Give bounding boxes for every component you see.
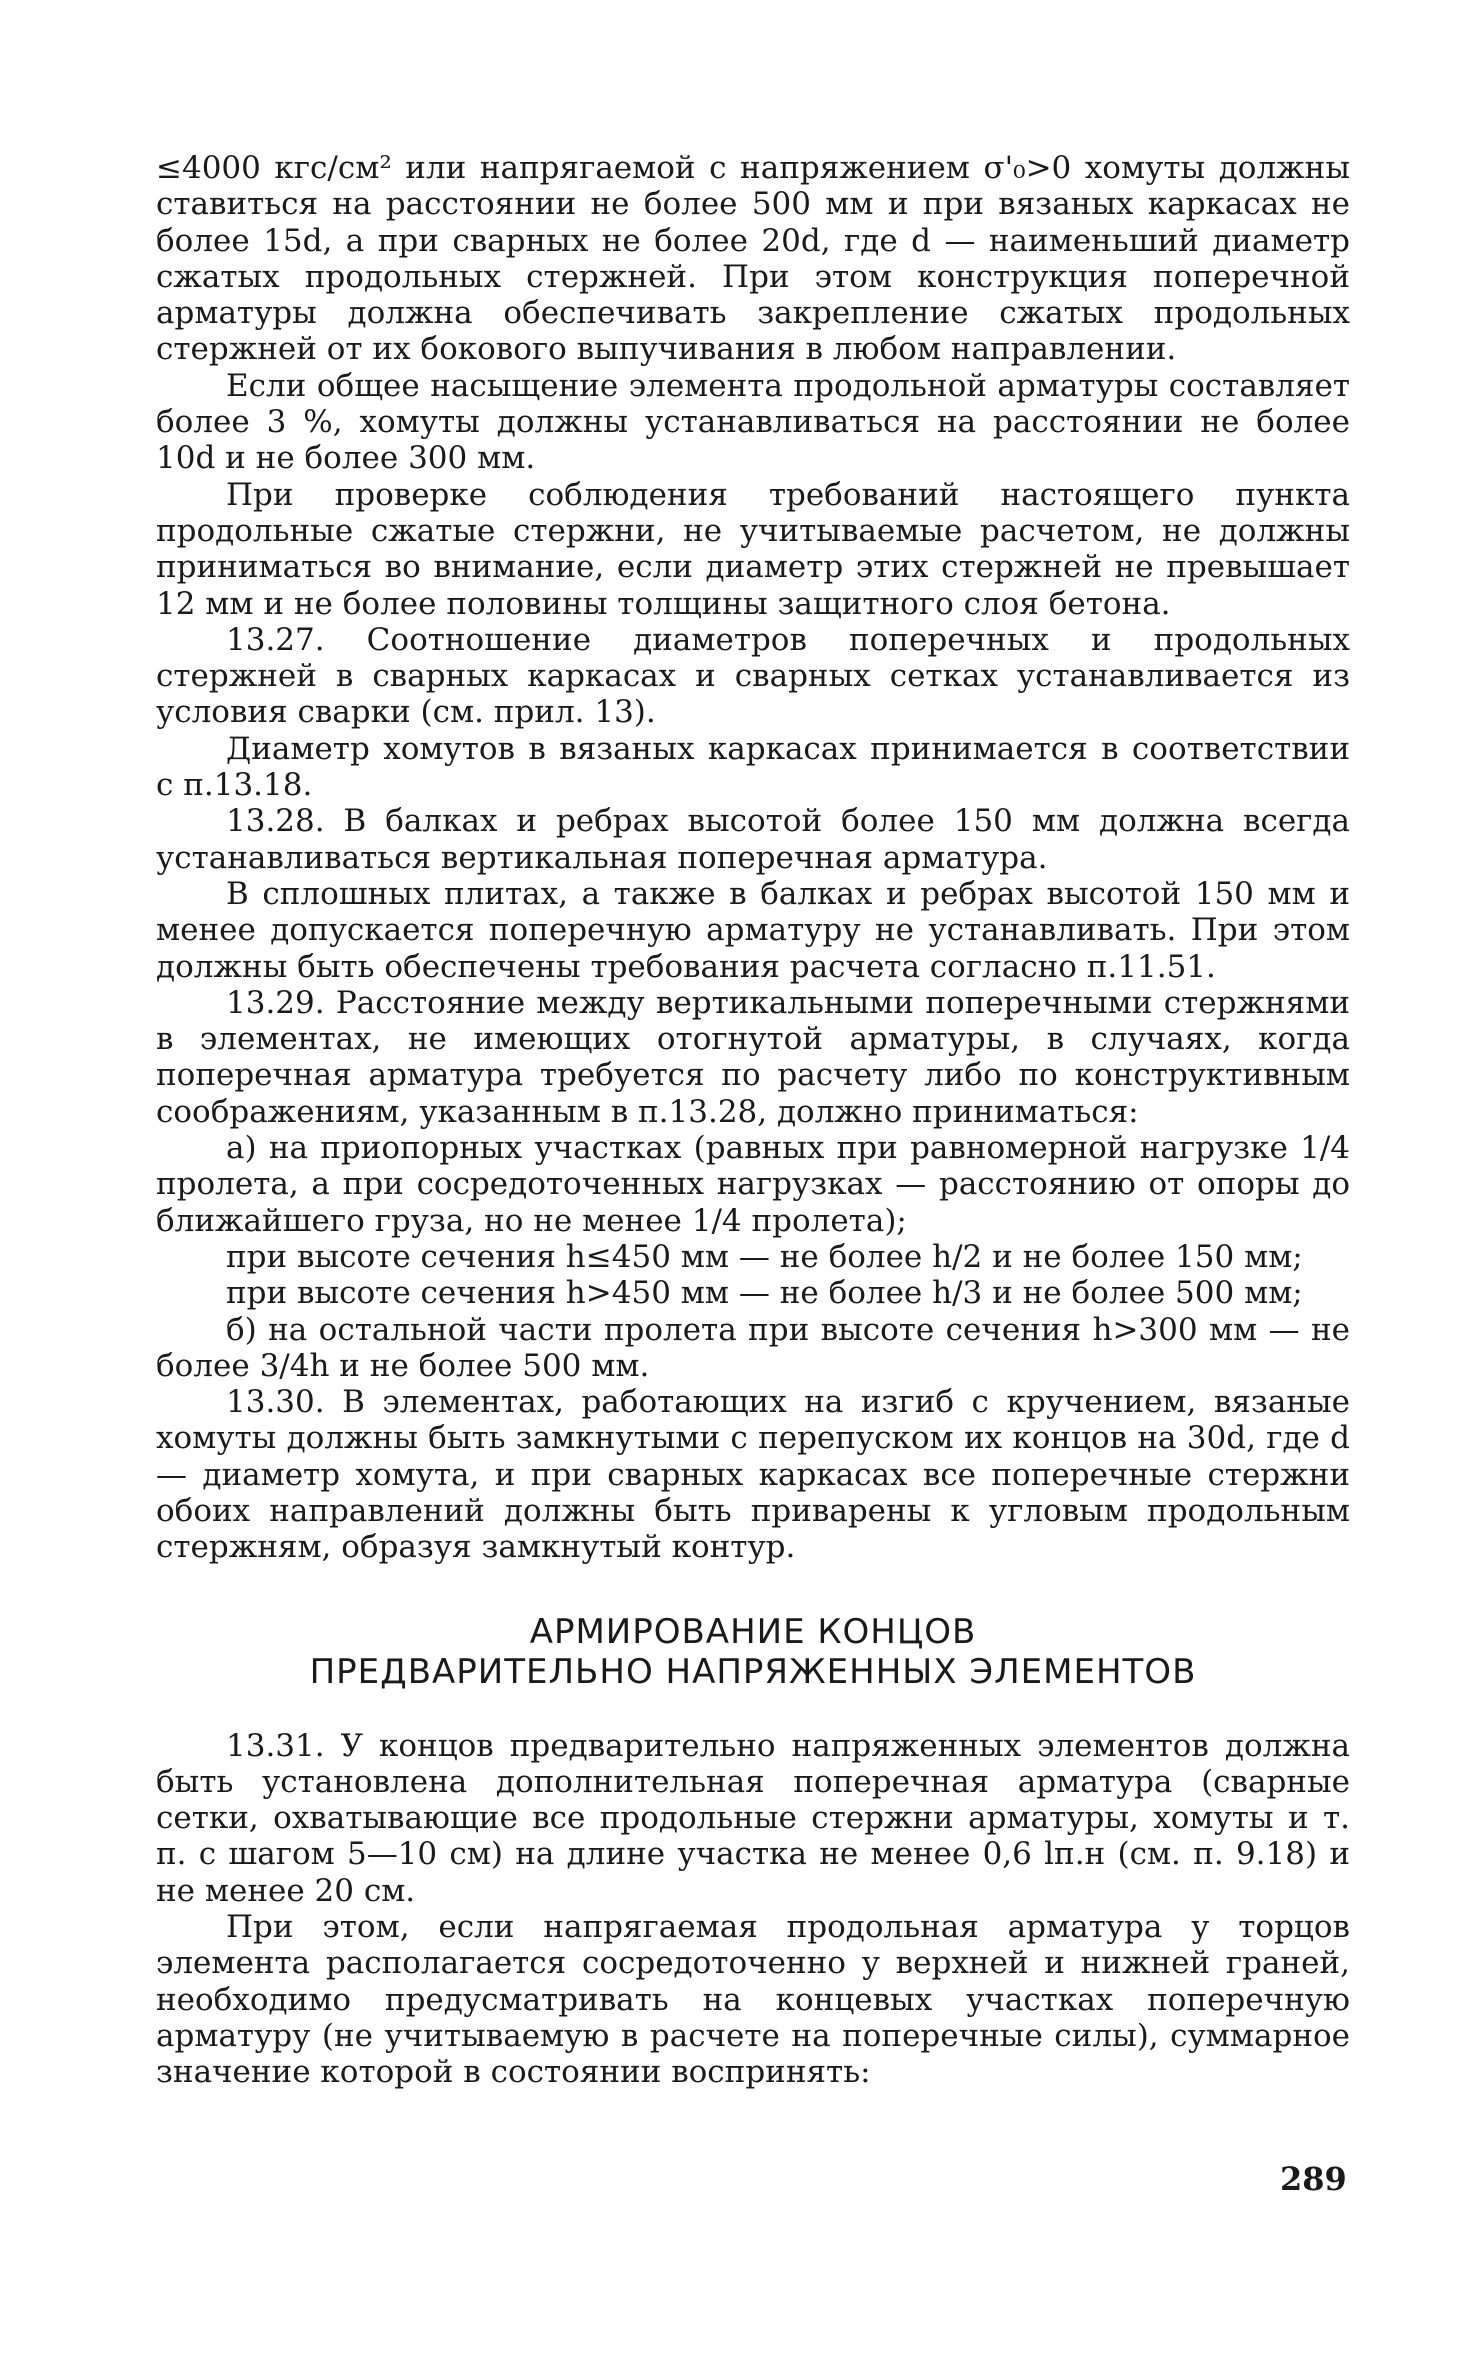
paragraph-13-27: 13.27. Соотношение диаметров поперечных и продольных стержней в сварных каркасах и сварных сетках устанавливается из условия сварки (см. прил. 13). [156,621,1350,731]
section-heading [156,1612,1350,1692]
page-number: 289 [1280,2160,1347,2198]
paragraph-height-le-450: при высоте сечения h≤450 мм — не более h/2 и не более 150 мм; [226,1238,1303,1275]
paragraph-prestressed-ends: При этом, если напрягаемая продольная арматура у торцов элемента располагается сосредоточенно у верхней и нижней граней, необходимо предусматривать на концевых участках поперечную арматуру (не учитываемую в расчете на поперечные силы), суммарное значение которой в состоянии воспринять: [156,1909,1350,2091]
page-body [156,150,1350,2091]
paragraph-13-31: 13.31. У концов предварительно напряженных элементов должна быть установлена дополнительная поперечная арматура (сварные сетки, охватывающие все продольные стержни арматуры, хомуты и т. п. с шагом 5—10 см) на длине участка не менее 0,6 lп.н (см. п. 9.18) и не менее 20 см. [156,1727,1350,1909]
paragraph-item-a: а) на приопорных участках (равных при равномерной нагрузке 1/4 пролета, а при сосредоточенных нагрузках — расстоянию от опоры до ближайшего груза, но не менее 1/4 пролета); [156,1130,1350,1239]
section-heading-line-1: АРМИРОВАНИЕ КОНЦОВ [529,1611,977,1652]
top-text-block [156,150,1350,1566]
paragraph-13-28: 13.28. В балках и ребрах высотой более 150 мм должна всегда устанавливаться вертикальная поперечная арматура. [156,803,1350,876]
paragraph-13-29: 13.29. Расстояние между вертикальными поперечными стержнями в элементах, не имеющих отогнутой арматуры, в случаях, когда поперечная арматура требуется по расчету либо по конструктивным соображениям, указанным в п.13.28, должно приниматься: [156,984,1350,1130]
paragraph-verification: При проверке соблюдения требований настоящего пункта продольные сжатые стержни, не учитываемые расчетом, не должны приниматься во внимание, если диаметр этих стержней не превышает 12 мм и не более половины толщины защитного слоя бетона. [156,476,1350,622]
paragraph-stirrup-diameter: Диаметр хомутов в вязаных каркасах принимается в соответствии с п.13.18. [156,730,1350,804]
paragraph-continuation: ≤4000 кгс/см² или напрягаемой с напряжением σ'₀>0 хомуты должны ставиться на расстоянии не более 500 мм и при вязаных каркасах не более 15d, а при сварных не более 20d, где d — наименьший диаметр сжатых продольных стержней. При этом конструкция поперечной арматуры должна обеспечивать закрепление сжатых продольных стержней от их бокового выпучивания в любом направлении. [156,150,1350,368]
paragraph-13-30: 13.30. В элементах, работающих на изгиб с кручением, вязаные хомуты должны быть замкнутыми с перепуском их концов на 30d, где d — диаметр хомута, и при сварных каркасах все поперечные стержни обоих направлений должны быть приварены к угловым продольным стержням, образуя замкнутый контур. [156,1384,1350,1566]
section-heading-line-2: ПРЕДВАРИТЕЛЬНО НАПРЯЖЕННЫХ ЭЛЕМЕНТОВ [309,1651,1197,1692]
bottom-text-block [156,1728,1350,2091]
paragraph-solid-slabs: В сплошных плитах, а также в балках и ребрах высотой 150 мм и менее допускается поперечную арматуру не устанавливать. При этом должны быть обеспечены требования расчета согласно п.11.51. [156,875,1350,985]
paragraph-saturation: Если общее насыщение элемента продольной арматуры составляет более 3 %, хомуты должны устанавливаться на расстоянии не более 10d и не более 300 мм. [156,367,1350,477]
paragraph-height-gt-450: при высоте сечения h>450 мм — не более h/3 и не более 500 мм; [226,1275,1303,1312]
paragraph-item-b: б) на остальной части пролета при высоте сечения h>300 мм — не более 3/4h и не более 500 мм. [156,1311,1350,1384]
